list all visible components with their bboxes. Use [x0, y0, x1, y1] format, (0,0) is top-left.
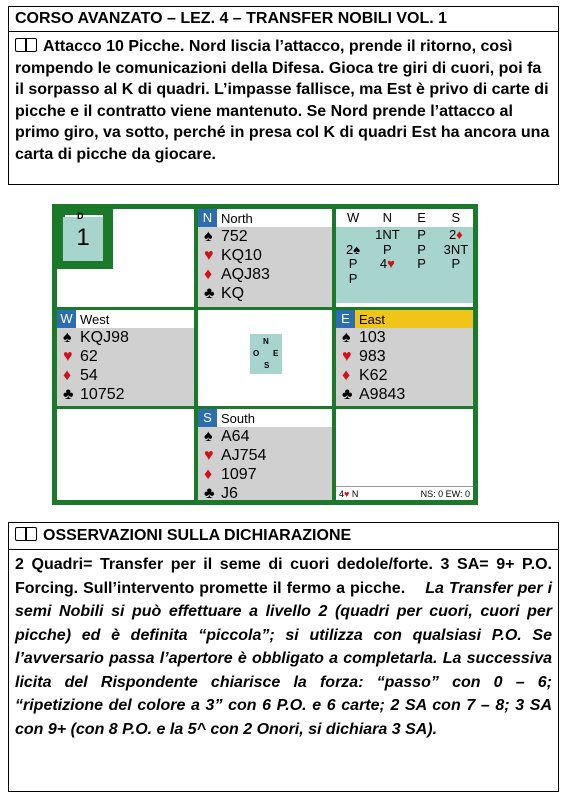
intro-text: Attacco 10 Picche. Nord liscia l’attacco, prende il ritorno, così rompendo le comunicazioni della Difesa. Gioca tre giri di cuori, poi fa il sorpasso al K di quadri. L’impasse fallisce, ma Est è privo di carte di picche e il contratto viene mantenuto. Se Nord prende l’attacco al primo giro, va sotto, perché in presa col K di quadri Est ha ancora una carta di picche da giocare. [15, 38, 550, 163]
west-spades: KQJ98 [80, 329, 129, 346]
status-bar [336, 486, 473, 500]
table-center [198, 310, 332, 406]
result-cell [336, 409, 473, 500]
compass-icon: N O E S [250, 334, 282, 374]
auction-row: 1NT P 2♦ [375, 227, 463, 242]
seat-tag-south: S [198, 409, 217, 427]
empty-cell [57, 409, 194, 500]
south-hand [198, 409, 332, 500]
spade-icon: ♠ [342, 329, 351, 346]
heart-icon: ♥ [342, 348, 352, 365]
heart-icon: ♥ [204, 247, 214, 264]
south-diamonds: 1097 [221, 466, 257, 483]
east-hand [336, 310, 473, 406]
diamond-icon: ♦ [342, 367, 351, 384]
west-label: West [80, 311, 110, 327]
auction-row: P [348, 270, 358, 286]
section-body [8, 550, 559, 792]
board-number: 1 [63, 217, 103, 261]
bridge-diagram [52, 204, 478, 505]
heart-icon: ♥ [204, 447, 214, 464]
west-clubs: 10752 [80, 386, 125, 403]
auction-row: P 4♥ P P [348, 256, 461, 271]
spade-icon: ♠ [204, 228, 213, 245]
seat-tag-west: W [57, 310, 76, 328]
south-clubs: J6 [221, 485, 238, 502]
south-spades: A64 [221, 428, 250, 445]
auction-row: 2♠ P P 3NT [346, 241, 469, 257]
club-icon: ♣ [63, 386, 74, 403]
heart-icon: ♥ [63, 348, 73, 365]
auction-table [336, 209, 473, 307]
west-hearts: 62 [80, 348, 98, 365]
east-hearts: 983 [359, 348, 386, 365]
spade-icon: ♠ [204, 428, 213, 445]
contract-label: 4♥ N [339, 488, 359, 499]
east-label: East [359, 311, 386, 327]
north-clubs: KQ [221, 285, 245, 302]
auction-header: W N E S [336, 209, 473, 227]
west-hand [57, 310, 194, 406]
north-hand [198, 209, 332, 307]
board-cell [57, 209, 194, 307]
club-icon: ♣ [204, 285, 215, 302]
section-text-italic: La Transfer per i semi Nobili si può effettuare a livello 2 (quadri per cuori, cuori per picche) ed è definita “piccola”; si utilizza con qualsiasi P.O. Se l’avversario passa l’apertore è obbligato a completarla. La successiva licita del Rispondente chiarisce la forza: “passo” con 0 – 6; “ripetizione del colore a 3” con 6 P.O. e 6 carte; 2 SA con 7 – 8; 3 SA con 9+ (con 8 P.O. e la 5^ con 2 Onori, si dichiara 3 SA). [15, 579, 553, 738]
intro-paragraph [8, 32, 559, 185]
diamond-icon: ♦ [63, 367, 72, 384]
west-diamonds: 54 [80, 367, 98, 384]
north-hearts: KQ10 [221, 247, 262, 264]
spade-icon: ♠ [63, 329, 72, 346]
seat-tag-east: E [336, 310, 355, 328]
section-title: OSSERVAZIONI SULLA DICHIARAZIONE [8, 522, 559, 550]
north-diamonds: AQJ83 [221, 266, 270, 283]
section-text-plain: 2 Quadri= Transfer per il seme di cuori dedole/forte. 3 SA= 9+ P.O. Forcing. Sull’intervento promette il fermo a picche. [15, 556, 552, 597]
club-icon: ♣ [342, 386, 353, 403]
open-book-icon [15, 527, 37, 541]
north-spades: 752 [221, 228, 248, 245]
south-label: South [221, 410, 255, 426]
open-book-icon [15, 38, 37, 52]
east-spades: 103 [359, 329, 386, 346]
lesson-title: CORSO AVANZATO – LEZ. 4 – TRANSFER NOBILI VOL. 1 [8, 6, 559, 32]
dealer-label: D [77, 211, 84, 221]
south-hearts: AJ754 [221, 447, 267, 464]
diamond-icon: ♦ [204, 266, 213, 283]
diamond-icon: ♦ [204, 466, 213, 483]
north-label: North [221, 210, 253, 226]
east-clubs: A9843 [359, 386, 406, 403]
score-label: NS: 0 EW: 0 [420, 488, 470, 499]
club-icon: ♣ [204, 485, 215, 502]
seat-tag-north: N [198, 209, 217, 227]
east-diamonds: K62 [359, 367, 388, 384]
board-number-frame [57, 209, 113, 269]
